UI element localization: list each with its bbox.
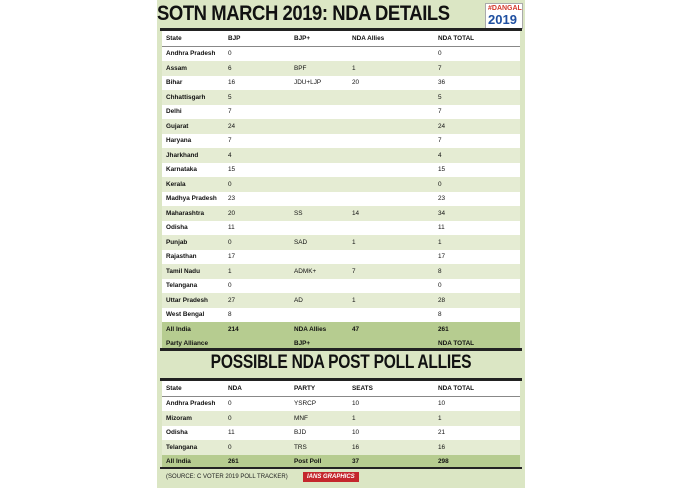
allies-section-title: POSSIBLE NDA POST POLL ALLIES <box>210 352 472 373</box>
state-cell: Tamil Nadu <box>162 264 224 279</box>
table-cell: 11 <box>224 426 290 441</box>
column-header: BJP <box>224 31 290 46</box>
table-cell: 0 <box>224 177 290 192</box>
column-header: BJP+ <box>290 31 348 46</box>
column-header: State <box>162 31 224 46</box>
table-cell: MNF <box>290 411 348 426</box>
table-cell: 24 <box>434 119 520 134</box>
total-cell: 298 <box>434 455 520 470</box>
table-cell <box>290 279 348 294</box>
table-cell: AD <box>290 293 348 308</box>
table-cell: 7 <box>434 134 520 149</box>
table-cell <box>348 119 434 134</box>
table-cell <box>290 192 348 207</box>
table-cell: 8 <box>224 308 290 323</box>
table-cell: 5 <box>434 90 520 105</box>
state-cell: Punjab <box>162 235 224 250</box>
table-row <box>162 221 520 236</box>
table-cell: 23 <box>434 192 520 207</box>
table-row <box>162 46 520 61</box>
table-cell: 1 <box>434 411 520 426</box>
table-cell: 0 <box>224 411 290 426</box>
table-row <box>162 134 520 149</box>
table-cell <box>348 221 434 236</box>
state-cell: Odisha <box>162 426 224 441</box>
table-cell <box>348 148 434 163</box>
table-cell <box>348 163 434 178</box>
table-cell <box>290 90 348 105</box>
table-header-row <box>162 381 520 396</box>
table-cell: 21 <box>434 426 520 441</box>
column-header: NDA TOTAL <box>434 31 520 46</box>
table-row <box>162 163 520 178</box>
table-cell: SAD <box>290 235 348 250</box>
table-row <box>162 177 520 192</box>
table-cell: 11 <box>434 221 520 236</box>
state-cell: Madhya Pradesh <box>162 192 224 207</box>
table-cell: 17 <box>434 250 520 265</box>
table-cell <box>290 46 348 61</box>
table-cell <box>348 192 434 207</box>
table-cell: TRS <box>290 440 348 455</box>
table-row <box>162 411 520 426</box>
table-cell <box>290 163 348 178</box>
state-cell: West Bengal <box>162 308 224 323</box>
state-cell: Jharkhand <box>162 148 224 163</box>
page-title: SOTN MARCH 2019: NDA DETAILS <box>157 2 450 25</box>
table-cell <box>348 177 434 192</box>
table-cell: 5 <box>224 90 290 105</box>
infographic-panel <box>157 0 525 488</box>
table-row <box>162 279 520 294</box>
table-row <box>162 308 520 323</box>
table-cell <box>348 134 434 149</box>
table-cell: BJD <box>290 426 348 441</box>
table-row <box>162 119 520 134</box>
column-header: NDA Allies <box>348 31 434 46</box>
total-label-cell: All India <box>162 322 224 337</box>
table-cell: 0 <box>224 440 290 455</box>
table-row <box>162 264 520 279</box>
table-cell: 1 <box>348 61 434 76</box>
table-cell <box>290 177 348 192</box>
total-label-cell: All India <box>162 455 224 470</box>
table-cell <box>290 105 348 120</box>
table-cell: 0 <box>224 279 290 294</box>
total-cell: Post Poll <box>290 455 348 470</box>
table-cell: 0 <box>434 279 520 294</box>
table-cell: 16 <box>224 76 290 91</box>
table-cell <box>348 46 434 61</box>
state-cell: Karnataka <box>162 163 224 178</box>
table-row <box>162 105 520 120</box>
table-cell: 17 <box>224 250 290 265</box>
table-cell: 28 <box>434 293 520 308</box>
table-cell: 23 <box>224 192 290 207</box>
dangal-2019-logo <box>485 3 523 29</box>
table-cell: 1 <box>224 264 290 279</box>
state-cell: Haryana <box>162 134 224 149</box>
table-cell: 16 <box>348 440 434 455</box>
table-cell: 15 <box>434 163 520 178</box>
column-header: SEATS <box>348 381 434 396</box>
footer-divider <box>160 467 522 469</box>
table-cell: YSRCP <box>290 396 348 411</box>
table-cell: 0 <box>224 396 290 411</box>
table-row <box>162 440 520 455</box>
total-cell: NDA TOTAL <box>434 337 520 352</box>
state-cell: Telangana <box>162 440 224 455</box>
table-row <box>162 206 520 221</box>
state-cell: Uttar Pradesh <box>162 293 224 308</box>
total-cell: 261 <box>224 455 290 470</box>
state-cell: Mizoram <box>162 411 224 426</box>
table-cell: 1 <box>348 411 434 426</box>
total-cell: 37 <box>348 455 434 470</box>
table-cell: 6 <box>224 61 290 76</box>
table-cell: 14 <box>348 206 434 221</box>
total-cell: BJP+ <box>290 337 348 352</box>
table-cell <box>290 148 348 163</box>
table-header-row <box>162 31 520 46</box>
table-row <box>162 293 520 308</box>
column-header: State <box>162 381 224 396</box>
state-cell: Andhra Pradesh <box>162 396 224 411</box>
table-cell: JDU+LJP <box>290 76 348 91</box>
table-cell: 16 <box>434 440 520 455</box>
ians-graphics-credit: IANS GRAPHICS <box>303 472 359 482</box>
table-cell: 8 <box>434 308 520 323</box>
table-cell: 34 <box>434 206 520 221</box>
table-row <box>162 250 520 265</box>
table-row <box>162 61 520 76</box>
table-cell <box>290 134 348 149</box>
table-row <box>162 192 520 207</box>
state-cell: Kerala <box>162 177 224 192</box>
table-cell: 1 <box>434 235 520 250</box>
table-cell: 4 <box>434 148 520 163</box>
table-cell <box>348 90 434 105</box>
total-row <box>162 322 520 337</box>
state-cell: Andhra Pradesh <box>162 46 224 61</box>
table-cell: 0 <box>434 46 520 61</box>
post-poll-allies-table <box>162 381 520 469</box>
state-cell: Assam <box>162 61 224 76</box>
table-cell: 10 <box>348 426 434 441</box>
table-cell <box>290 119 348 134</box>
table-cell: 1 <box>348 293 434 308</box>
table-cell <box>290 250 348 265</box>
table-cell: 11 <box>224 221 290 236</box>
badge-year: 2019 <box>488 12 517 27</box>
total-cell: 214 <box>224 322 290 337</box>
state-cell: Odisha <box>162 221 224 236</box>
total-cell: 261 <box>434 322 520 337</box>
table-cell: 10 <box>434 396 520 411</box>
table-cell: BPF <box>290 61 348 76</box>
table-row <box>162 396 520 411</box>
table-cell <box>348 279 434 294</box>
total-label-cell: Party Alliance <box>162 337 224 352</box>
source-note: (SOURCE: C VOTER 2019 POLL TRACKER) <box>166 474 288 480</box>
table-cell: 27 <box>224 293 290 308</box>
table-cell <box>290 221 348 236</box>
total-cell: 47 <box>348 322 434 337</box>
state-cell: Delhi <box>162 105 224 120</box>
table-cell: 0 <box>224 235 290 250</box>
state-cell: Chhattisgarh <box>162 90 224 105</box>
table-cell <box>348 308 434 323</box>
table-cell: 7 <box>434 61 520 76</box>
column-header: NDA <box>224 381 290 396</box>
table-cell: 36 <box>434 76 520 91</box>
table-cell: 7 <box>348 264 434 279</box>
column-header: NDA TOTAL <box>434 381 520 396</box>
table-row <box>162 148 520 163</box>
table-cell: 7 <box>434 105 520 120</box>
table-cell: 8 <box>434 264 520 279</box>
table-cell <box>348 250 434 265</box>
section-divider <box>160 348 522 351</box>
table-cell <box>290 308 348 323</box>
nda-details-table <box>162 31 520 351</box>
table-row <box>162 235 520 250</box>
table-cell <box>348 105 434 120</box>
state-cell: Rajasthan <box>162 250 224 265</box>
state-cell: Maharashtra <box>162 206 224 221</box>
table-cell: 24 <box>224 119 290 134</box>
table-cell: 7 <box>224 134 290 149</box>
column-header: PARTY <box>290 381 348 396</box>
badge-hashtag: #DANGAL <box>488 5 522 12</box>
state-cell: Telangana <box>162 279 224 294</box>
table-cell: SS <box>290 206 348 221</box>
table-cell: 0 <box>434 177 520 192</box>
total-cell: NDA Allies <box>290 322 348 337</box>
table-row <box>162 76 520 91</box>
table-cell: 20 <box>348 76 434 91</box>
table-cell: 15 <box>224 163 290 178</box>
table-cell: 0 <box>224 46 290 61</box>
state-cell: Bihar <box>162 76 224 91</box>
table-row <box>162 426 520 441</box>
state-cell: Gujarat <box>162 119 224 134</box>
table-cell: 1 <box>348 235 434 250</box>
table-row <box>162 90 520 105</box>
table-cell: 7 <box>224 105 290 120</box>
table-cell: ADMK+ <box>290 264 348 279</box>
table-cell: 10 <box>348 396 434 411</box>
table-cell: 4 <box>224 148 290 163</box>
table-cell: 20 <box>224 206 290 221</box>
